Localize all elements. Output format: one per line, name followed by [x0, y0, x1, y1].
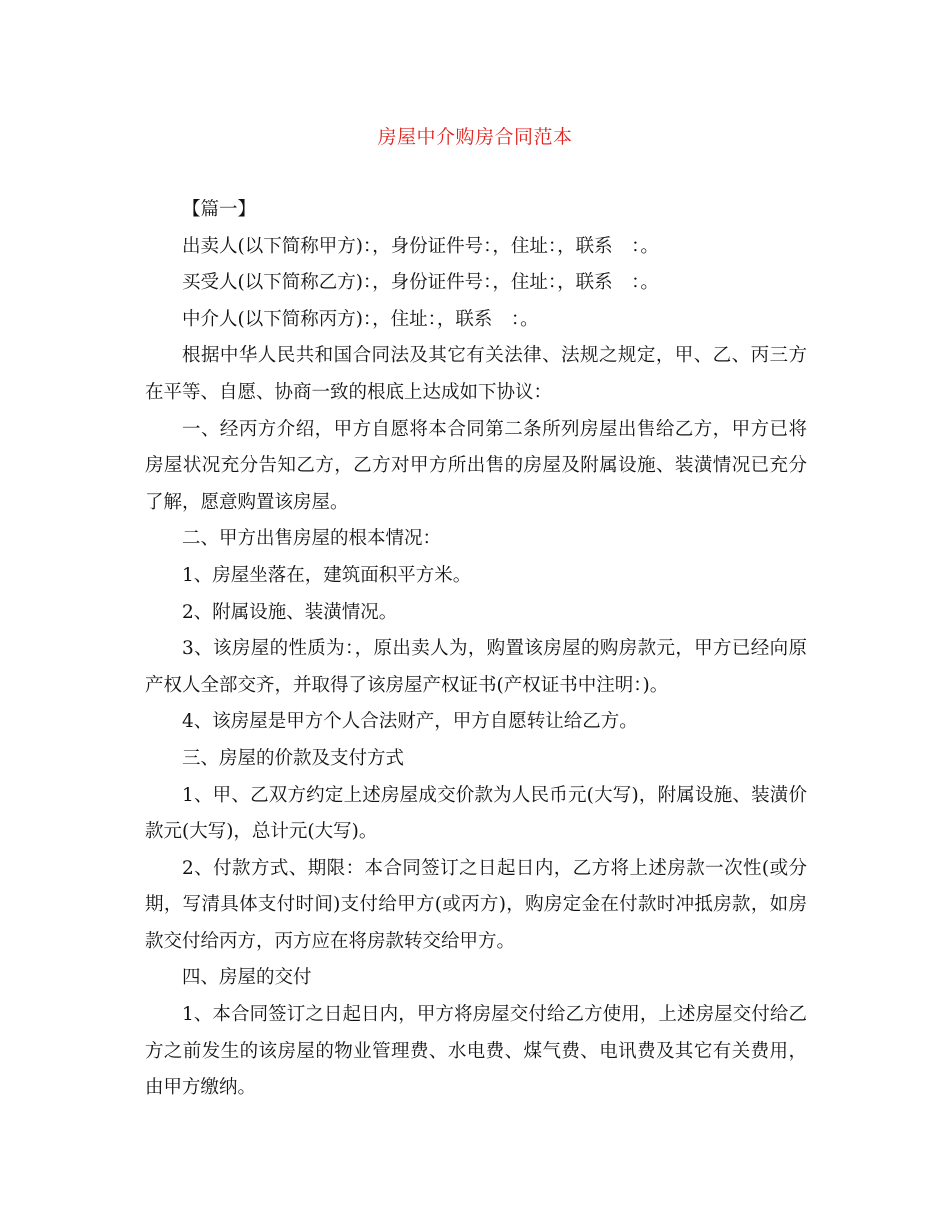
clause-2-item-4: 4、该房屋是甲方个人合法财产，甲方自愿转让给乙方。 [182, 711, 638, 733]
clause-1-paragraph: 一、经丙方介绍，甲方自愿将本合同第二条所列房屋出售给乙方，甲方已将房屋状况充分告知乙方，乙方对甲方所出售的房屋及附属设施、装潢情况已充分了解，愿意购置该房屋。 [145, 418, 807, 513]
clause-3-item-2: 2、付款方式、期限：本合同签订之日起日内，乙方将上述房款一次性(或分期，写清具体支付时间)支付给甲方(或丙方)，购房定金在付款时冲抵房款，如房款交付给丙方，丙方应在将房款转交给甲方。 [145, 857, 807, 952]
document-title: 房屋中介购房合同范本 [377, 126, 573, 148]
section-heading-part-one: 【篇一】 [182, 199, 257, 220]
buyer-party-line: 买受人(以下简称乙方)：，身份证件号：，住址：，联系 ：。 [182, 272, 659, 294]
preamble-paragraph: 根据中华人民共和国合同法及其它有关法律、法规之规定，甲、乙、丙三方在平等、自愿、协商一致的根底上达成如下协议： [145, 345, 807, 403]
clause-4-item-1: 1、本合同签订之日起日内，甲方将房屋交付给乙方使用，上述房屋交付给乙方之前发生的该房屋的物业管理费、水电费、煤气费、电讯费及其它有关费用，由甲方缴纳。 [145, 1004, 807, 1099]
clause-2-item-1: 1、房屋坐落在，建筑面积平方米。 [182, 564, 472, 586]
agent-party-line: 中介人(以下简称丙方)：，住址：，联系 ：。 [182, 308, 539, 330]
clause-3-heading: 三、房屋的价款及支付方式 [182, 747, 405, 769]
clause-4-heading: 四、房屋的交付 [182, 967, 312, 989]
clause-2-item-2: 2、附属设施、装潢情况。 [182, 601, 398, 623]
clause-2-item-3: 3、该房屋的性质为：，原出卖人为，购置该房屋的购房款元，甲方已经向原产权人全部交齐，并取得了该房屋产权证书(产权证书中注明：)。 [145, 638, 807, 696]
clause-3-item-1: 1、甲、乙双方约定上述房屋成交价款为人民币元(大写)，附属设施、装潢价款元(大写)，总计元(大写)。 [145, 784, 807, 843]
document-body [145, 192, 807, 1107]
clause-2-heading: 二、甲方出售房屋的根本情况： [182, 528, 442, 550]
seller-party-line: 出卖人(以下简称甲方)：，身份证件号：，住址：，联系 ：。 [182, 235, 659, 257]
